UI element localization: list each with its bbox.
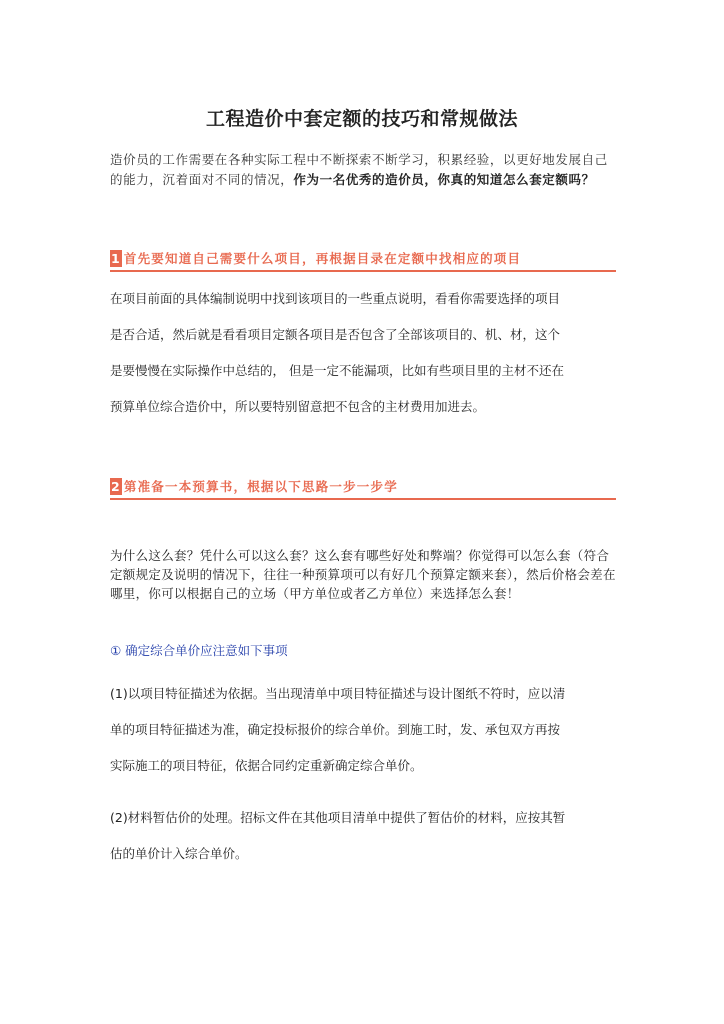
- item-1-line: 单的项目特征描述为准，确定投标报价的综合单价。到施工时，发、承包双方再按: [110, 722, 561, 737]
- item-1-line: 实际施工的项目特征，依据合同约定重新确定综合单价。: [110, 758, 423, 773]
- section-2-paragraph: 为什么这么套？凭什么可以这么套？这么套有哪些好处和弊端？你觉得可以怎么套（符合定额规定及说明的情况下，往往一种预算项可以有好几个预算定额来套），然后价格会差在哪里，你可以根据自己的立场（甲方单位或者乙方单位）来选择怎么套！: [110, 548, 616, 601]
- intro-bold-question: 作为一名优秀的造价员，你真的知道怎么套定额吗？: [293, 172, 595, 187]
- intro-paragraph: [110, 150, 616, 190]
- section-1-number-badge: 1: [111, 251, 121, 266]
- section-2-subheading: ① 确定综合单价应注意如下事项: [110, 643, 288, 658]
- section-1-line: 在项目前面的具体编制说明中找到该项目的一些重点说明，看看你需要选择的项目: [110, 291, 561, 306]
- item-2-body: [110, 810, 616, 882]
- section-1-line: 是要慢慢在实际操作中总结的， 但是一定不能漏项，比如有些项目里的主材不还在: [110, 363, 564, 378]
- section-2-heading: [110, 478, 616, 500]
- section-1-body: [110, 291, 616, 435]
- item-2-line: 估的单价计入综合单价。: [110, 846, 248, 861]
- intro-text: 造价员的工作需要在各种实际工程中不断探索不断学习，积累经验，以更好地发展自己的能力，沉着面对不同的情况，: [110, 152, 608, 187]
- item-1-line: (1)以项目特征描述为依据。当出现清单中项目特征描述与设计图纸不符时，应以清: [110, 686, 566, 701]
- section-2-heading-text: 第准备一本预算书，根据以下思路一步一步学: [123, 479, 398, 494]
- item-2-line: (2)材料暂估价的处理。招标文件在其他项目清单中提供了暂估价的材料，应按其暂: [110, 810, 566, 825]
- section-1-line: 预算单位综合造价中，所以要特别留意把不包含的主材费用加进去。: [110, 399, 486, 414]
- item-1-body: [110, 686, 616, 794]
- section-1-line: 是否合适，然后就是看看项目定额各项目是否包含了全部该项目的、机、材，这个: [110, 327, 561, 342]
- section-1-heading-text: 首先要知道自己需要什么项目，再根据目录在定额中找相应的项目: [123, 251, 522, 266]
- section-1-heading: [110, 250, 616, 272]
- section-2-number-badge: 2: [111, 479, 121, 494]
- document-title: 工程造价中套定额的技巧和常规做法: [205, 108, 518, 130]
